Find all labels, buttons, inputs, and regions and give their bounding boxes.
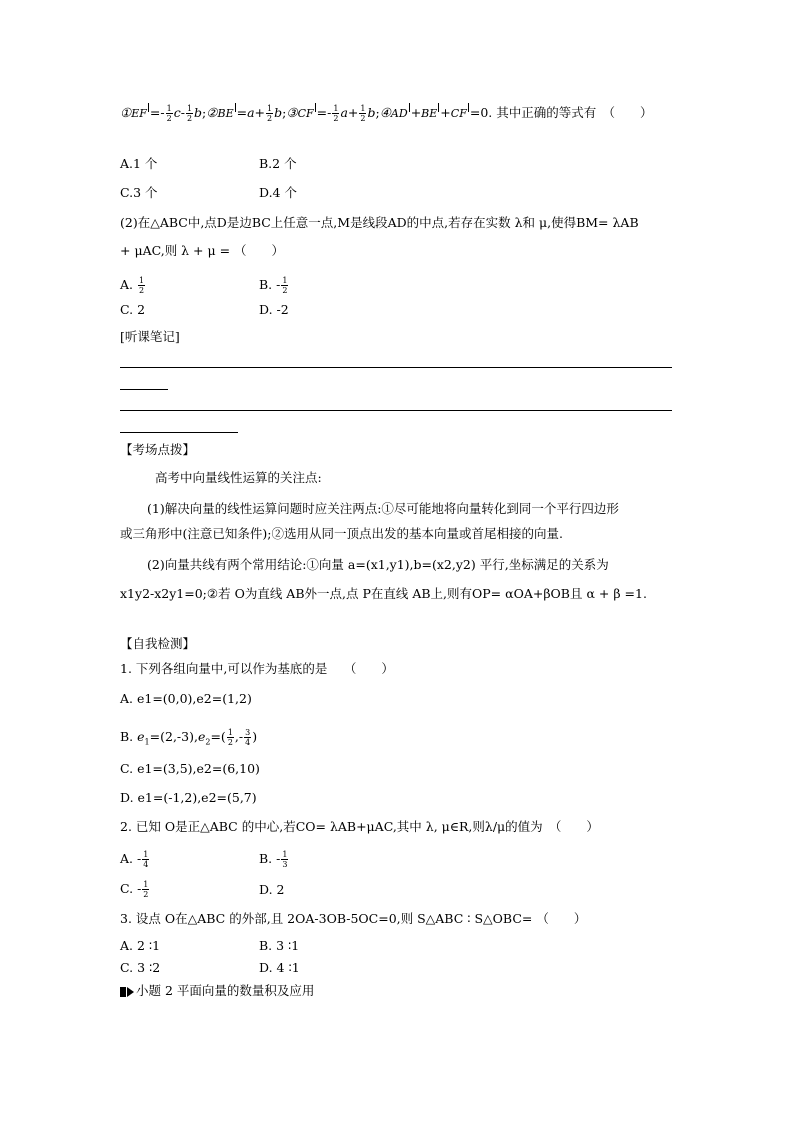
sc-q3-option-a: A. 2 ∶1 bbox=[120, 938, 161, 953]
notes-label: [听课笔记] bbox=[120, 329, 180, 344]
sc-q1-option-d: D. e1=(-1,2),e2=(5,7) bbox=[120, 790, 257, 805]
tips-p2a: (2)向量共线有两个常用结论:①向量 a=(x1,y1),b=(x2,y2) 平行,坐标满足的关系为 bbox=[147, 557, 609, 572]
notes-rule-2-tail bbox=[120, 432, 238, 433]
next-section-label: 小题 2 平面向量的数量积及应用 bbox=[136, 983, 315, 998]
sc-q1-stem: 1. 下列各组向量中,可以作为基底的是 （ ） bbox=[120, 661, 394, 676]
q1-option-c: C.3 个 bbox=[120, 185, 158, 200]
q1-option-a: A.1 个 bbox=[120, 156, 158, 171]
tips-title: 【考场点拨】 bbox=[120, 442, 196, 457]
sc-q1-option-b: B. $e_1=(2,-3),e_2=$( $\frac{1}{2}$ ,- $\frac{3}{4}$ ) bbox=[120, 728, 258, 747]
sc-q3-option-b: B. 3 ∶1 bbox=[259, 938, 300, 953]
notes-rule-2 bbox=[120, 410, 672, 411]
notes-rule-1 bbox=[120, 367, 672, 368]
tips-p1a: (1)解决向量的线性运算问题时应关注两点:①尽可能地将向量转化到同一个平行四边形 bbox=[147, 501, 619, 516]
sc-q2-option-a: A. - $\frac{1}{4}$ bbox=[120, 850, 149, 869]
selfcheck-title: 【自我检测】 bbox=[120, 636, 196, 651]
q2-option-d: D. -2 bbox=[259, 302, 289, 317]
sc-q3-option-d: D. 4 ∶1 bbox=[259, 960, 300, 975]
sc-q1-option-c: C. e1=(3,5),e2=(6,10) bbox=[120, 761, 260, 776]
q2-option-a: A. $\frac{1}{2}$ bbox=[120, 276, 145, 295]
tips-p1b: 或三角形中(注意已知条件);②选用从同一顶点出发的基本向量或首尾相接的向量. bbox=[120, 526, 563, 541]
section-marker-icon bbox=[120, 987, 126, 997]
sc-q2-option-c: C. - $\frac{1}{2}$ bbox=[120, 880, 149, 899]
q1-statements: ①EF =- $\frac{1}{2}$ c- $\frac{1}{2}$ b;②BE =a+ $\frac{1}{2}$ b;③CF =- $\frac{1}{2}$ a+ $\frac{1}{2}$ b;④AD +BE +CF =0. 其中正确的等式有 （ ） bbox=[120, 104, 653, 123]
q2-stem-line1: (2)在△ABC中,点D是边BC上任意一点,M是线段AD的中点,若存在实数 λ和 μ,使得BM= λAB bbox=[120, 215, 639, 230]
q2-option-c: C. 2 bbox=[120, 302, 146, 317]
tips-p2b: x1y2-x2y1=0;②若 O为直线 AB外一点,点 P在直线 AB上,则有OP= αOA+βOB且 α + β =1. bbox=[120, 586, 647, 601]
sc-q3-option-c: C. 3 ∶2 bbox=[120, 960, 161, 975]
notes-rule-1-tail bbox=[120, 389, 168, 390]
sc-q2-option-d: D. 2 bbox=[259, 882, 285, 897]
q1-option-b: B.2 个 bbox=[259, 156, 297, 171]
sc-q2-option-b: B. - $\frac{1}{3}$ bbox=[259, 850, 288, 869]
q2-option-b: B. - $\frac{1}{2}$ bbox=[259, 276, 288, 295]
sc-q2-stem: 2. 已知 O是正△ABC 的中心,若CO= λAB+μAC,其中 λ, μ∈R,则λ/μ的值为 （ ） bbox=[120, 819, 599, 834]
q1-option-d: D.4 个 bbox=[259, 185, 297, 200]
sc-q1-option-a: A. e1=(0,0),e2=(1,2) bbox=[120, 691, 252, 706]
q2-stem-line2: + μAC,则 λ + μ = （ ） bbox=[120, 243, 285, 258]
section-arrow-icon bbox=[127, 987, 134, 997]
sc-q3-stem: 3. 设点 O在△ABC 的外部,且 2OA-3OB-5OC=0,则 S△ABC ∶ S△OBC= （ ） bbox=[120, 911, 587, 926]
next-section-header bbox=[120, 983, 314, 999]
tips-intro: 高考中向量线性运算的关注点: bbox=[155, 470, 322, 485]
